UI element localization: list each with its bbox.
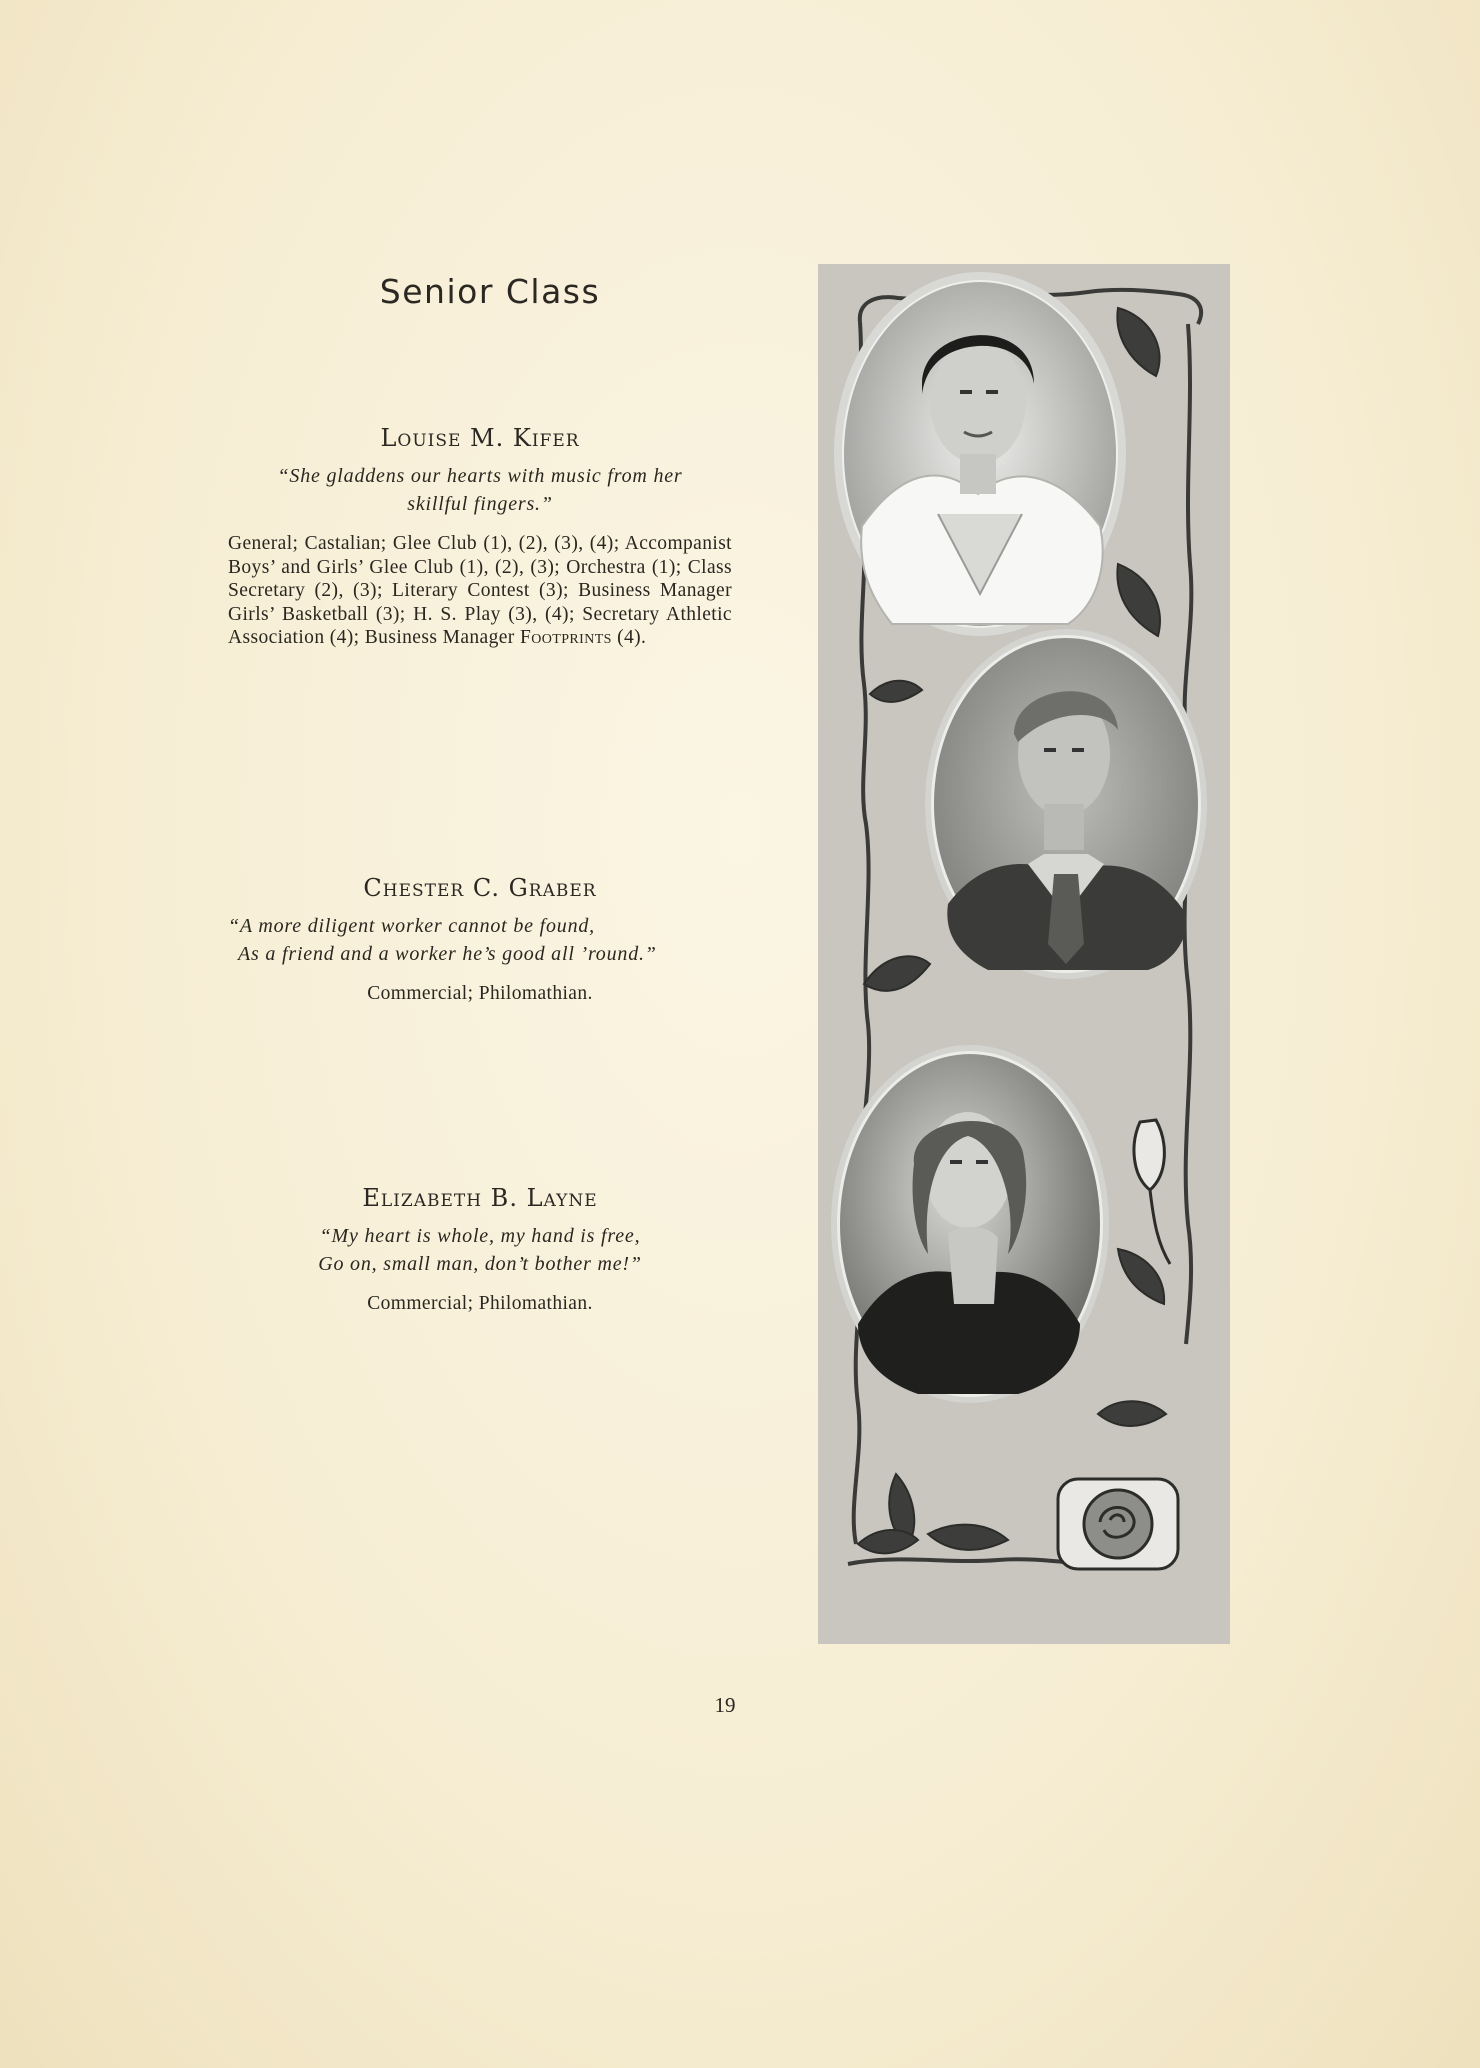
senior-quote — [228, 1222, 732, 1278]
quote-line: Go on, small man, don’t bother me!” — [318, 1253, 642, 1275]
senior-activities: Commercial; Philomathian. — [367, 983, 593, 1004]
portrait-panel-art — [818, 264, 1230, 1644]
quote-line: As a friend and a worker he’s good all ’round.” — [238, 943, 657, 965]
page-title: Senior Class — [379, 272, 601, 312]
rose-icon — [1058, 1479, 1178, 1569]
portrait-panel — [818, 264, 1230, 1644]
senior-name: Elizabeth B. Layne — [362, 1184, 598, 1212]
quote-line: “She gladdens our hearts with music from her — [277, 465, 683, 487]
activities-text: General; Castalian; Glee Club (1), (2), (3), (4); Accompanist Boys’ and Girls’ Glee Club (1), (2), (3); Orchestra (1); Class Secretary (2), (3); Literary Contest (3); Business Manager Girls’ Basketball (3); H. S. Play (3), (4); Secretary Athletic Association (4); Business Manager — [228, 533, 732, 648]
quote-line: “A more diligent worker cannot be found, — [228, 915, 595, 937]
senior-quote — [228, 462, 732, 518]
portrait-chester-graber — [928, 632, 1204, 976]
senior-entry-layne — [228, 1184, 732, 1316]
senior-name: Louise M. Kifer — [380, 424, 580, 452]
page-number: 19 — [714, 1693, 736, 1717]
quote-line: “My heart is whole, my hand is free, — [319, 1225, 641, 1247]
senior-entry-kifer — [228, 424, 732, 650]
activities-text-end: (4). — [611, 627, 647, 648]
portrait-elizabeth-layne — [834, 1048, 1106, 1400]
yearbook-name: Footprints — [519, 627, 612, 648]
senior-activities — [228, 532, 732, 650]
senior-quote — [228, 912, 732, 968]
quote-line: skillful fingers.” — [407, 493, 553, 515]
senior-activities: Commercial; Philomathian. — [367, 1293, 593, 1314]
portrait-louise-kifer — [838, 276, 1122, 632]
senior-entry-graber — [228, 874, 732, 1006]
senior-name: Chester C. Graber — [363, 874, 597, 902]
